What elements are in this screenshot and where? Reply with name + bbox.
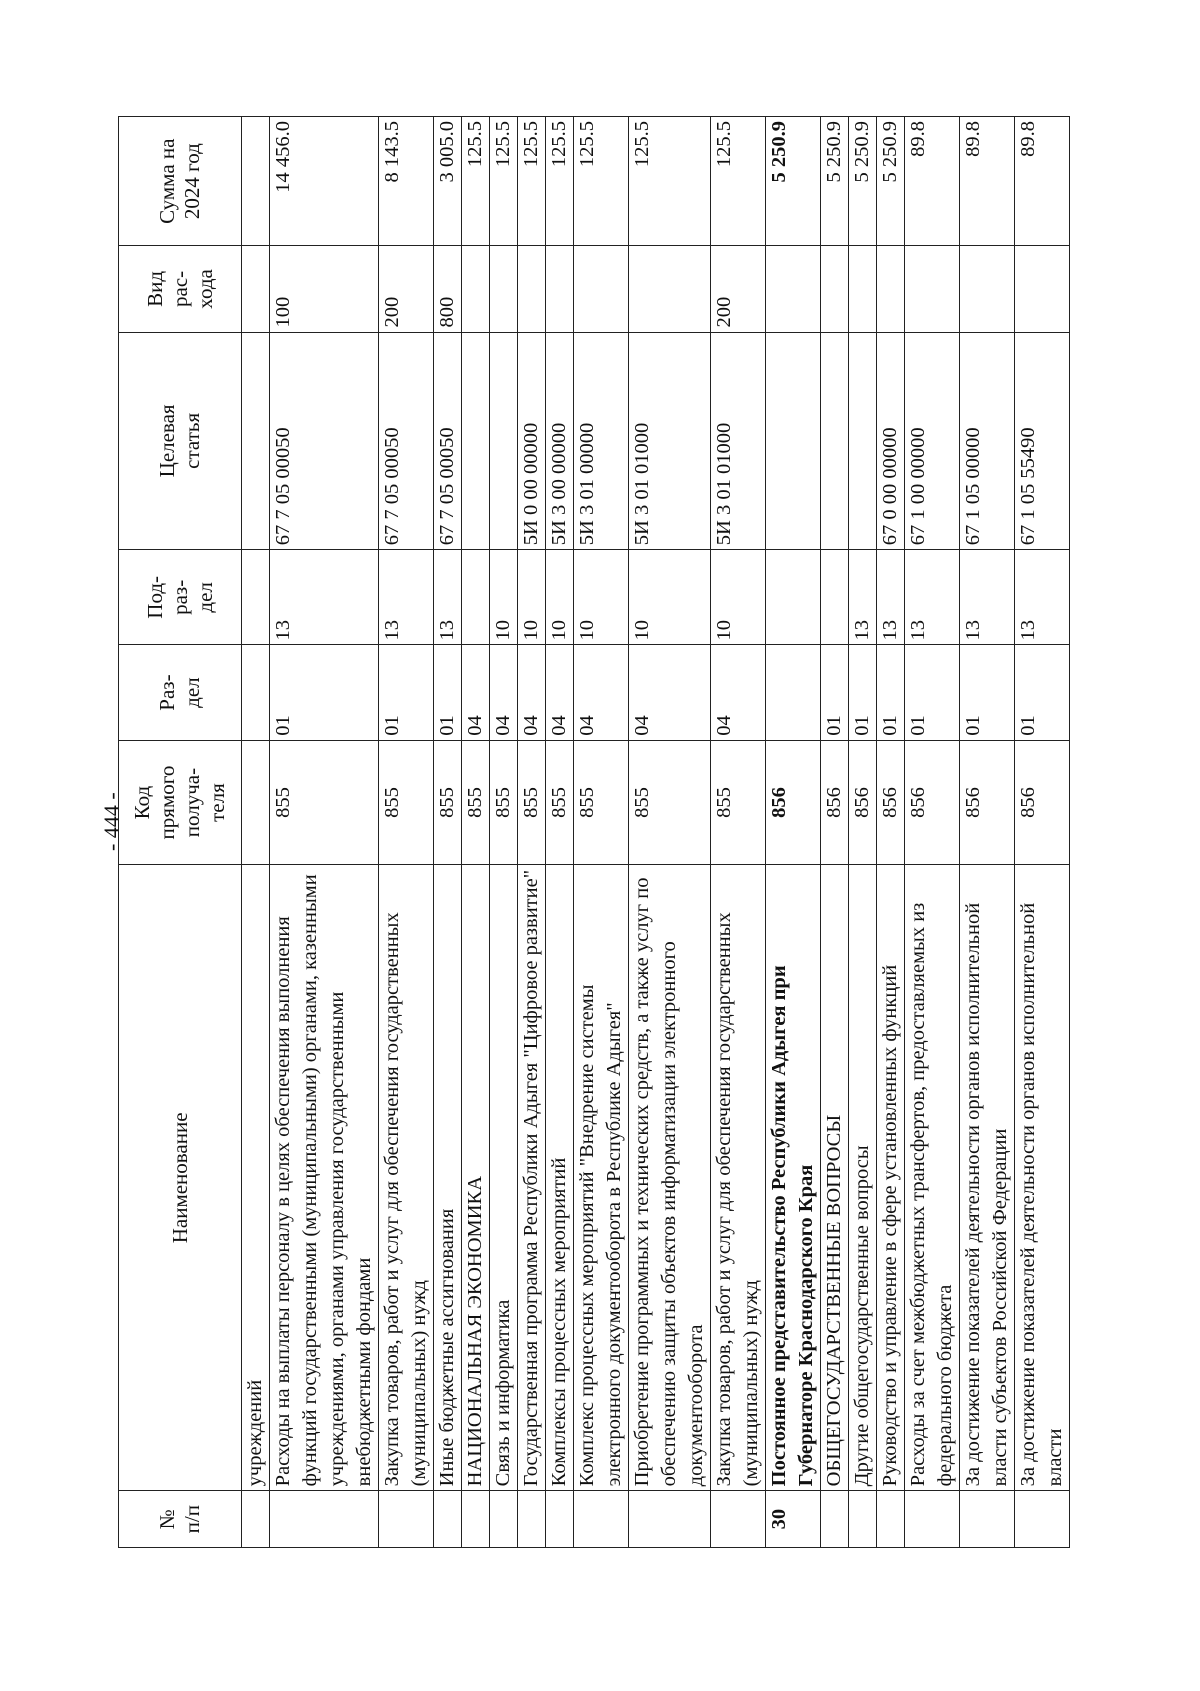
cell-subsection: 13: [849, 550, 877, 645]
cell-target: 67 1 05 55490: [1015, 332, 1070, 550]
cell-sum: 125.5: [574, 117, 629, 246]
cell-recipient: 856: [821, 740, 849, 865]
cell-expense-type: 200: [711, 246, 766, 332]
cell-recipient: 855: [546, 740, 574, 865]
cell-expense-type: [518, 246, 546, 332]
cell-no: [379, 1491, 434, 1548]
cell-section: [242, 645, 270, 740]
cell-target: [462, 332, 490, 550]
cell-no: [434, 1491, 462, 1548]
cell-section: 01: [849, 645, 877, 740]
cell-recipient: [242, 740, 270, 865]
cell-no: [629, 1491, 711, 1548]
header-sum: Сумма на 2024 год: [119, 117, 242, 246]
table-row: [379, 117, 434, 1548]
cell-expense-type: [629, 246, 711, 332]
cell-expense-type: [546, 246, 574, 332]
cell-target: [242, 332, 270, 550]
cell-target: [849, 332, 877, 550]
cell-no: [462, 1491, 490, 1548]
cell-name: Комплексы процессных мероприятий: [546, 865, 574, 1491]
cell-name: Постоянное представительство Республики Адыгея при Губернаторе Краснодарского Края: [766, 865, 821, 1491]
cell-recipient: 855: [574, 740, 629, 865]
cell-no: [546, 1491, 574, 1548]
cell-expense-type: 800: [434, 246, 462, 332]
table-row: [462, 117, 490, 1548]
cell-subsection: 13: [434, 550, 462, 645]
cell-target: [490, 332, 518, 550]
cell-no: [270, 1491, 379, 1548]
cell-sum: [242, 117, 270, 246]
cell-recipient: 856: [766, 740, 821, 865]
cell-section: 01: [905, 645, 960, 740]
cell-no: [821, 1491, 849, 1548]
cell-expense-type: [766, 246, 821, 332]
cell-recipient: 855: [518, 740, 546, 865]
cell-sum: 14 456.0: [270, 117, 379, 246]
cell-section: 01: [379, 645, 434, 740]
table-header-row: [119, 117, 242, 1548]
cell-target: 67 7 05 00050: [270, 332, 379, 550]
cell-subsection: [242, 550, 270, 645]
cell-subsection: [766, 550, 821, 645]
cell-sum: 125.5: [629, 117, 711, 246]
cell-name: Расходы на выплаты персоналу в целях обеспечения выполнения функций государственными (муниципальными) органами, казенными учреждениями, органами управления государственными внебюджетными фондами: [270, 865, 379, 1491]
header-target: Целевая статья: [119, 332, 242, 550]
cell-subsection: 13: [960, 550, 1015, 645]
cell-target: 67 7 05 00050: [379, 332, 434, 550]
cell-name: Расходы за счет межбюджетных трансфертов, предоставляемых из федерального бюджета: [905, 865, 960, 1491]
cell-subsection: [462, 550, 490, 645]
cell-sum: 89.8: [1015, 117, 1070, 246]
cell-subsection: 10: [490, 550, 518, 645]
cell-section: 01: [821, 645, 849, 740]
cell-subsection: [821, 550, 849, 645]
table-row: [1015, 117, 1070, 1548]
cell-subsection: 13: [379, 550, 434, 645]
header-section: Раз- дел: [119, 645, 242, 740]
cell-subsection: 10: [546, 550, 574, 645]
cell-name: Связь и информатика: [490, 865, 518, 1491]
cell-expense-type: [905, 246, 960, 332]
header-expense-type: Вид рас- хода: [119, 246, 242, 332]
cell-expense-type: 100: [270, 246, 379, 332]
cell-subsection: 10: [518, 550, 546, 645]
cell-sum: 89.8: [905, 117, 960, 246]
cell-recipient: 856: [905, 740, 960, 865]
cell-expense-type: [821, 246, 849, 332]
table-row: [490, 117, 518, 1548]
cell-name: Приобретение программных и технических средств, а также услуг по обеспечению защиты объектов информатизации электронного документооборота: [629, 865, 711, 1491]
cell-section: 01: [270, 645, 379, 740]
cell-name: Государственная программа Республики Адыгея "Цифровое развитие": [518, 865, 546, 1491]
header-subsection: Под- раз- дел: [119, 550, 242, 645]
cell-recipient: 855: [462, 740, 490, 865]
table-row: [766, 117, 821, 1548]
cell-expense-type: [462, 246, 490, 332]
cell-recipient: 856: [877, 740, 905, 865]
cell-section: 04: [629, 645, 711, 740]
cell-name: Закупка товаров, работ и услуг для обеспечения государственных (муниципальных) нужд: [711, 865, 766, 1491]
cell-name: За достижение показателей деятельности органов исполнительной власти: [1015, 865, 1070, 1491]
cell-sum: 125.5: [490, 117, 518, 246]
header-no: № п/п: [119, 1491, 242, 1548]
table-row: [546, 117, 574, 1548]
cell-sum: 3 005.0: [434, 117, 462, 246]
cell-section: 04: [546, 645, 574, 740]
cell-section: 04: [462, 645, 490, 740]
table-row: [905, 117, 960, 1548]
cell-no: [574, 1491, 629, 1548]
header-recipient: Код прямого получа- теля: [119, 740, 242, 865]
cell-subsection: 10: [629, 550, 711, 645]
cell-expense-type: [574, 246, 629, 332]
page-number: - 444 -: [99, 792, 124, 851]
cell-target: 5И 0 00 00000: [518, 332, 546, 550]
cell-no: [490, 1491, 518, 1548]
cell-subsection: 13: [877, 550, 905, 645]
cell-sum: 89.8: [960, 117, 1015, 246]
cell-target: 5И 3 01 01000: [629, 332, 711, 550]
cell-expense-type: [849, 246, 877, 332]
cell-target: 5И 3 00 00000: [546, 332, 574, 550]
table-row: [434, 117, 462, 1548]
cell-expense-type: [490, 246, 518, 332]
cell-expense-type: [242, 246, 270, 332]
table-row: [270, 117, 379, 1548]
cell-recipient: 856: [960, 740, 1015, 865]
cell-no: [905, 1491, 960, 1548]
cell-no: [960, 1491, 1015, 1548]
cell-sum: 5 250.9: [766, 117, 821, 246]
cell-sum: 125.5: [711, 117, 766, 246]
cell-subsection: 13: [270, 550, 379, 645]
cell-expense-type: [877, 246, 905, 332]
cell-sum: 125.5: [462, 117, 490, 246]
table-row: [877, 117, 905, 1548]
cell-expense-type: [1015, 246, 1070, 332]
cell-subsection: 10: [574, 550, 629, 645]
cell-no: [1015, 1491, 1070, 1548]
cell-section: 04: [711, 645, 766, 740]
cell-section: 01: [877, 645, 905, 740]
cell-name: Руководство и управление в сфере установленных функций: [877, 865, 905, 1491]
table-row: [242, 117, 270, 1548]
header-name: Наименование: [119, 865, 242, 1491]
cell-recipient: 855: [379, 740, 434, 865]
cell-recipient: 855: [434, 740, 462, 865]
cell-name: Закупка товаров, работ и услуг для обеспечения государственных (муниципальных) нужд: [379, 865, 434, 1491]
cell-section: 04: [518, 645, 546, 740]
cell-target: 67 7 05 00050: [434, 332, 462, 550]
table-row: [960, 117, 1015, 1548]
table-body: [242, 117, 1070, 1548]
cell-subsection: 13: [905, 550, 960, 645]
table-row: [629, 117, 711, 1548]
cell-sum: 8 143.5: [379, 117, 434, 246]
cell-expense-type: 200: [379, 246, 434, 332]
cell-section: 01: [434, 645, 462, 740]
cell-no: [877, 1491, 905, 1548]
table-row: [518, 117, 546, 1548]
cell-no: [518, 1491, 546, 1548]
cell-name: учреждений: [242, 865, 270, 1491]
cell-target: [821, 332, 849, 550]
table-row: [849, 117, 877, 1548]
cell-recipient: 856: [1015, 740, 1070, 865]
cell-target: 67 1 05 00000: [960, 332, 1015, 550]
cell-expense-type: [960, 246, 1015, 332]
cell-name: Комплекс процессных мероприятий "Внедрение системы электронного документооборота в Республике Адыгея": [574, 865, 629, 1491]
cell-no: 30: [766, 1491, 821, 1548]
cell-recipient: 856: [849, 740, 877, 865]
cell-sum: 5 250.9: [821, 117, 849, 246]
cell-sum: 125.5: [546, 117, 574, 246]
table-row: [711, 117, 766, 1548]
rotated-page: [118, 116, 1186, 1548]
cell-recipient: 855: [711, 740, 766, 865]
cell-no: [242, 1491, 270, 1548]
cell-name: ОБЩЕГОСУДАРСТВЕННЫЕ ВОПРОСЫ: [821, 865, 849, 1491]
cell-recipient: 855: [629, 740, 711, 865]
cell-name: Иные бюджетные ассигнования: [434, 865, 462, 1491]
table-row: [574, 117, 629, 1548]
cell-recipient: 855: [270, 740, 379, 865]
cell-target: [766, 332, 821, 550]
cell-target: 67 1 00 00000: [905, 332, 960, 550]
cell-sum: 5 250.9: [849, 117, 877, 246]
cell-sum: 125.5: [518, 117, 546, 246]
cell-name: НАЦИОНАЛЬНАЯ ЭКОНОМИКА: [462, 865, 490, 1491]
cell-section: 01: [960, 645, 1015, 740]
cell-target: 5И 3 01 01000: [711, 332, 766, 550]
cell-section: 01: [1015, 645, 1070, 740]
cell-no: [849, 1491, 877, 1548]
cell-subsection: 13: [1015, 550, 1070, 645]
cell-no: [711, 1491, 766, 1548]
cell-target: 67 0 00 00000: [877, 332, 905, 550]
cell-section: [766, 645, 821, 740]
cell-recipient: 855: [490, 740, 518, 865]
cell-name: Другие общегосударственные вопросы: [849, 865, 877, 1491]
cell-sum: 5 250.9: [877, 117, 905, 246]
cell-target: 5И 3 01 00000: [574, 332, 629, 550]
table-row: [821, 117, 849, 1548]
cell-name: За достижение показателей деятельности органов исполнительной власти субъектов Российской Федерации: [960, 865, 1015, 1491]
cell-section: 04: [574, 645, 629, 740]
cell-section: 04: [490, 645, 518, 740]
budget-table: [118, 116, 1070, 1548]
cell-subsection: 10: [711, 550, 766, 645]
